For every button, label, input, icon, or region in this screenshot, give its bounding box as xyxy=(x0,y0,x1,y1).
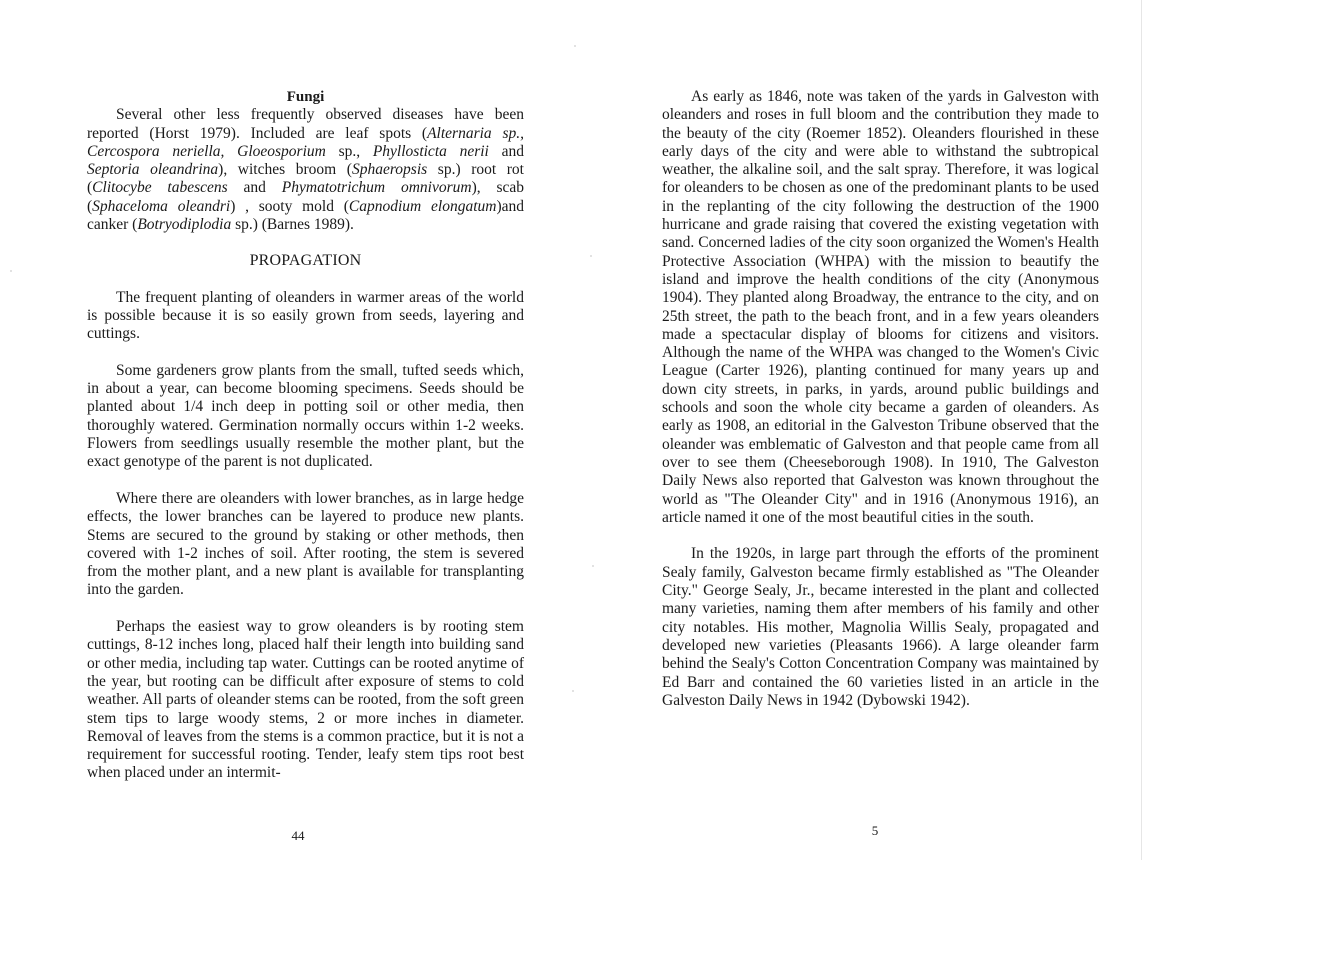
scan-speck xyxy=(574,45,576,47)
page-number-left: 44 xyxy=(291,828,305,843)
paragraph-layering: Where there are oleanders with lower branches, as in large hedge effects, the lower branches can be layered to produce new plants. Stems are secured to the ground by staking or other methods, then covered with 1-2 inches of soil. After rooting, the stem is severed from the mother plant, and a new plant is available for transplanting into the garden. xyxy=(87,489,524,599)
fungi-heading: Fungi xyxy=(286,89,325,105)
italic-species-name: Botryodiplodia xyxy=(137,216,232,234)
scan-speck xyxy=(592,565,594,567)
text-run: and xyxy=(227,179,282,197)
text-run: )and canker ( xyxy=(87,197,524,234)
left-page xyxy=(0,0,600,960)
right-page-text-column xyxy=(662,88,1099,710)
scan-edge-line xyxy=(1141,0,1142,860)
fungi-paragraph xyxy=(87,106,524,234)
italic-species-name: Phyllosticta nerii xyxy=(372,142,489,160)
italic-species-name: Sphaceloma oleandri xyxy=(92,197,231,215)
paragraph-galveston-history: As early as 1846, note was taken of the yards in Galveston with oleanders and roses in full bloom and the contribution they made to the beauty of the city (Roemer 1852). Oleanders flourished in these early days of the city and were able to withstand the subtropical weather, the alkaline soil, and the salt spray. Therefore, it was logical for oleanders to be chosen as one of the predominant plants to be used in the replanting of the city following the destruction of the 1900 hurricane and grade raising that covered the existing vegetation with sand. Concerned ladies of the city soon organized the Women's Health Protective Association (WHPA) with the mission to beautify the island and improve the health conditions of the city (Anonymous 1904). They planted along Broadway, the entrance to the city, and on 25th street, the path to the beach front, and in a few years oleanders made a spectacular display of blooms for citizens and visitors. Although the name of the WHPA was changed to the Women's Civic League (Carter 1926), planting continued for many years up and down city streets, in parks, in yards, around public buildings and schools and soon the whole city became a garden of oleanders. As early as 1908, an editorial in the Galveston Tribune observed that the oleander was emblematic of Galveston and that people came from all over to see them (Cheeseborough 1908). In 1910, The Galveston Daily News also reported that Galveston was known throughout the world as "The Oleander City" and in 1916 (Anonymous 1916), an article named it one of the most beautiful cities in the south. xyxy=(662,88,1099,526)
italic-species-name: Phymatotrichum omnivorum xyxy=(281,179,472,197)
paragraph-seeds: Some gardeners grow plants from the small, tufted seeds which, in about a year, can become blooming specimens. Seeds should be planted about 1/4 inch deep in potting soil or other media, then thoroughly watered. Germination normally occurs within 1-2 weeks. Flowers from seedlings usually resemble the mother plant, but the exact genotype of the parent is not duplicated. xyxy=(87,361,524,471)
right-page xyxy=(600,0,1344,960)
paragraph-propagation-intro: The frequent planting of oleanders in warmer areas of the world is possible because it is so easily grown from seeds, layering and cuttings. xyxy=(87,288,524,343)
scan-speck xyxy=(572,690,574,692)
scan-speck xyxy=(590,255,592,257)
text-run: ), witches broom ( xyxy=(218,161,352,179)
propagation-heading: PROPAGATION xyxy=(249,252,362,270)
text-run: sp., xyxy=(325,142,373,160)
text-run: ) , sooty mold ( xyxy=(230,197,349,215)
italic-species-name: Septoria oleandrina xyxy=(87,161,219,179)
text-run: sp.) root rot ( xyxy=(87,161,524,197)
scan-speck xyxy=(10,270,12,272)
italic-species-name: Capnodium elongatum xyxy=(348,197,497,215)
italic-species-name: Clitocybe tabescens xyxy=(92,179,228,197)
paragraph-cuttings: Perhaps the easiest way to grow oleanders is by rooting stem cuttings, 8-12 inches long, placed half their length into building sand or other media, including tap water. Cuttings can be rooted anytime of the year, but rooting can be difficult after exposure of stems to cold weather. All parts of oleander stems can be rooted, from the soft green stem tips to large woody stems, 2 or more inches in diameter. Removal of leaves from the stems is a common practice, but it is not a requirement for successful rooting. Tender, leafy stem tips root best when placed under an intermit- xyxy=(87,618,524,782)
text-run: sp.) (Barnes 1989). xyxy=(231,216,354,234)
italic-species-name: Alternaria sp., Cercospora neriella, Gloeosporium xyxy=(87,124,524,160)
text-run: and xyxy=(488,142,524,160)
left-page-text-column xyxy=(87,88,524,783)
text-run: Several other less frequently observed diseases have been reported (Horst 1979). Included are leaf spots ( xyxy=(87,106,524,142)
text-run: ), scab ( xyxy=(87,179,524,215)
italic-species-name: Sphaeropsis xyxy=(351,161,428,179)
page-number-right: 5 xyxy=(871,823,879,838)
paragraph-sealy-family: In the 1920s, in large part through the efforts of the prominent Sealy family, Galveston became firmly established as "The Oleander City." George Sealy, Jr., became interested in the plant and collected many varieties, naming them after members of his family and other city notables. His mother, Magnolia Willis Sealy, propagated and developed new varieties (Pleasants 1966). A large oleander farm behind the Sealy's Cotton Concentration Company was maintained by Ed Barr and contained the 60 varieties listed in an article in the Galveston Daily News in 1942 (Dybowski 1942). xyxy=(662,545,1099,709)
